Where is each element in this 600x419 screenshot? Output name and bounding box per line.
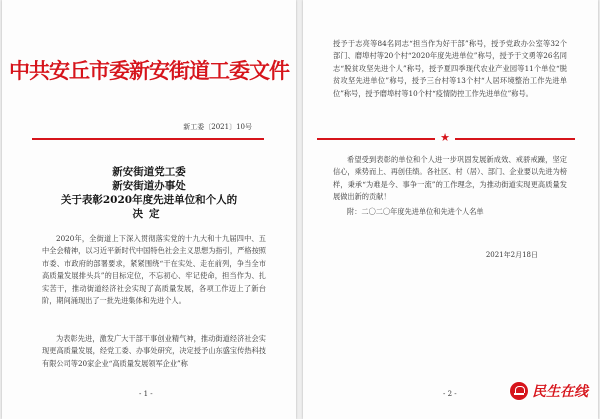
document-page-1 <box>2 0 296 419</box>
heading-line-1: 新安街道党工委 <box>112 166 186 178</box>
heading-line-2: 新安街道办事处 <box>112 180 186 192</box>
red-divider-line <box>317 138 435 140</box>
body-paragraph: 2020年，全街道上下深入贯彻落实党的十九大和十九届四中、五中全会精神，以习近平新时代中国特色社会主义思想为指引，严格按照市委、市政府的部署要求，紧紧围绕“干在实处、走在前列，争当全市高质量发展排头兵”的目标定位，不忘初心、牢记使命，担当作为、扎实苦干，推动街道经济社会实现了高质量发展，各项工作迈上了新台阶，期间涌现出了一批先进集体和先进个人。 <box>42 234 266 306</box>
body-paragraph: 希望受到表彰的单位和个人进一步巩固发展新成效、戒骄戒躁，坚定信心，乘势而上、再创佳绩。各社区、村（居）、部门、企业要以先进为榜样，秉承“为难是今、事争一流”的工作理念，为推动街道实现更高质量发展做出新的贡献！ <box>333 155 567 202</box>
heading-line-3: 关于表彰2020年度先进单位和个人的 <box>60 194 238 206</box>
house-emblem-icon <box>510 382 528 400</box>
document-number: 新工委〔2021〕10号 <box>183 123 252 131</box>
body-paragraph: 为表彰先进，激发广大干部干事创业精气神，推动街道经济社会实现更高质量发展，经党工委、办事处研究，决定授予山东盛宝传热科技有限公司等20家企业“高质量发展领军企业”称 <box>42 334 266 368</box>
attachment-note: 附：二〇二〇年度先进单位和先进个人名单 <box>347 207 484 216</box>
red-divider-line <box>32 138 264 140</box>
red-divider-line <box>455 138 575 140</box>
page-number: - 1 - <box>139 390 153 398</box>
star-icon: ★ <box>440 131 450 144</box>
document-header-title: 中共安丘市委新安街道工委文件 <box>9 59 289 83</box>
document-date: 2021年2月18日 <box>485 251 538 259</box>
watermark-text: 民生在线 <box>532 384 588 400</box>
document-page-2 <box>303 0 598 419</box>
heading-line-4: 决定 <box>132 208 166 220</box>
watermark-logo <box>510 380 588 402</box>
page-number: - 2 - <box>443 390 457 398</box>
body-paragraph: 授予于志亮等84名同志“担当作为好干部”称号，授予党政办公室等32个部门、磨埠村等20个村“2020年度先进单位”称号，授予于文勇等26名同志“脱贫攻坚先进个人”称号，授予夏四季现代农业产业园等11个单位“脱贫攻坚先进单位”称号，授予三台村等13个村“人居环境整治工作先进单位”称号，授予磨埠村等10个村“疫情防控工作先进单位”称号。 <box>333 39 567 98</box>
